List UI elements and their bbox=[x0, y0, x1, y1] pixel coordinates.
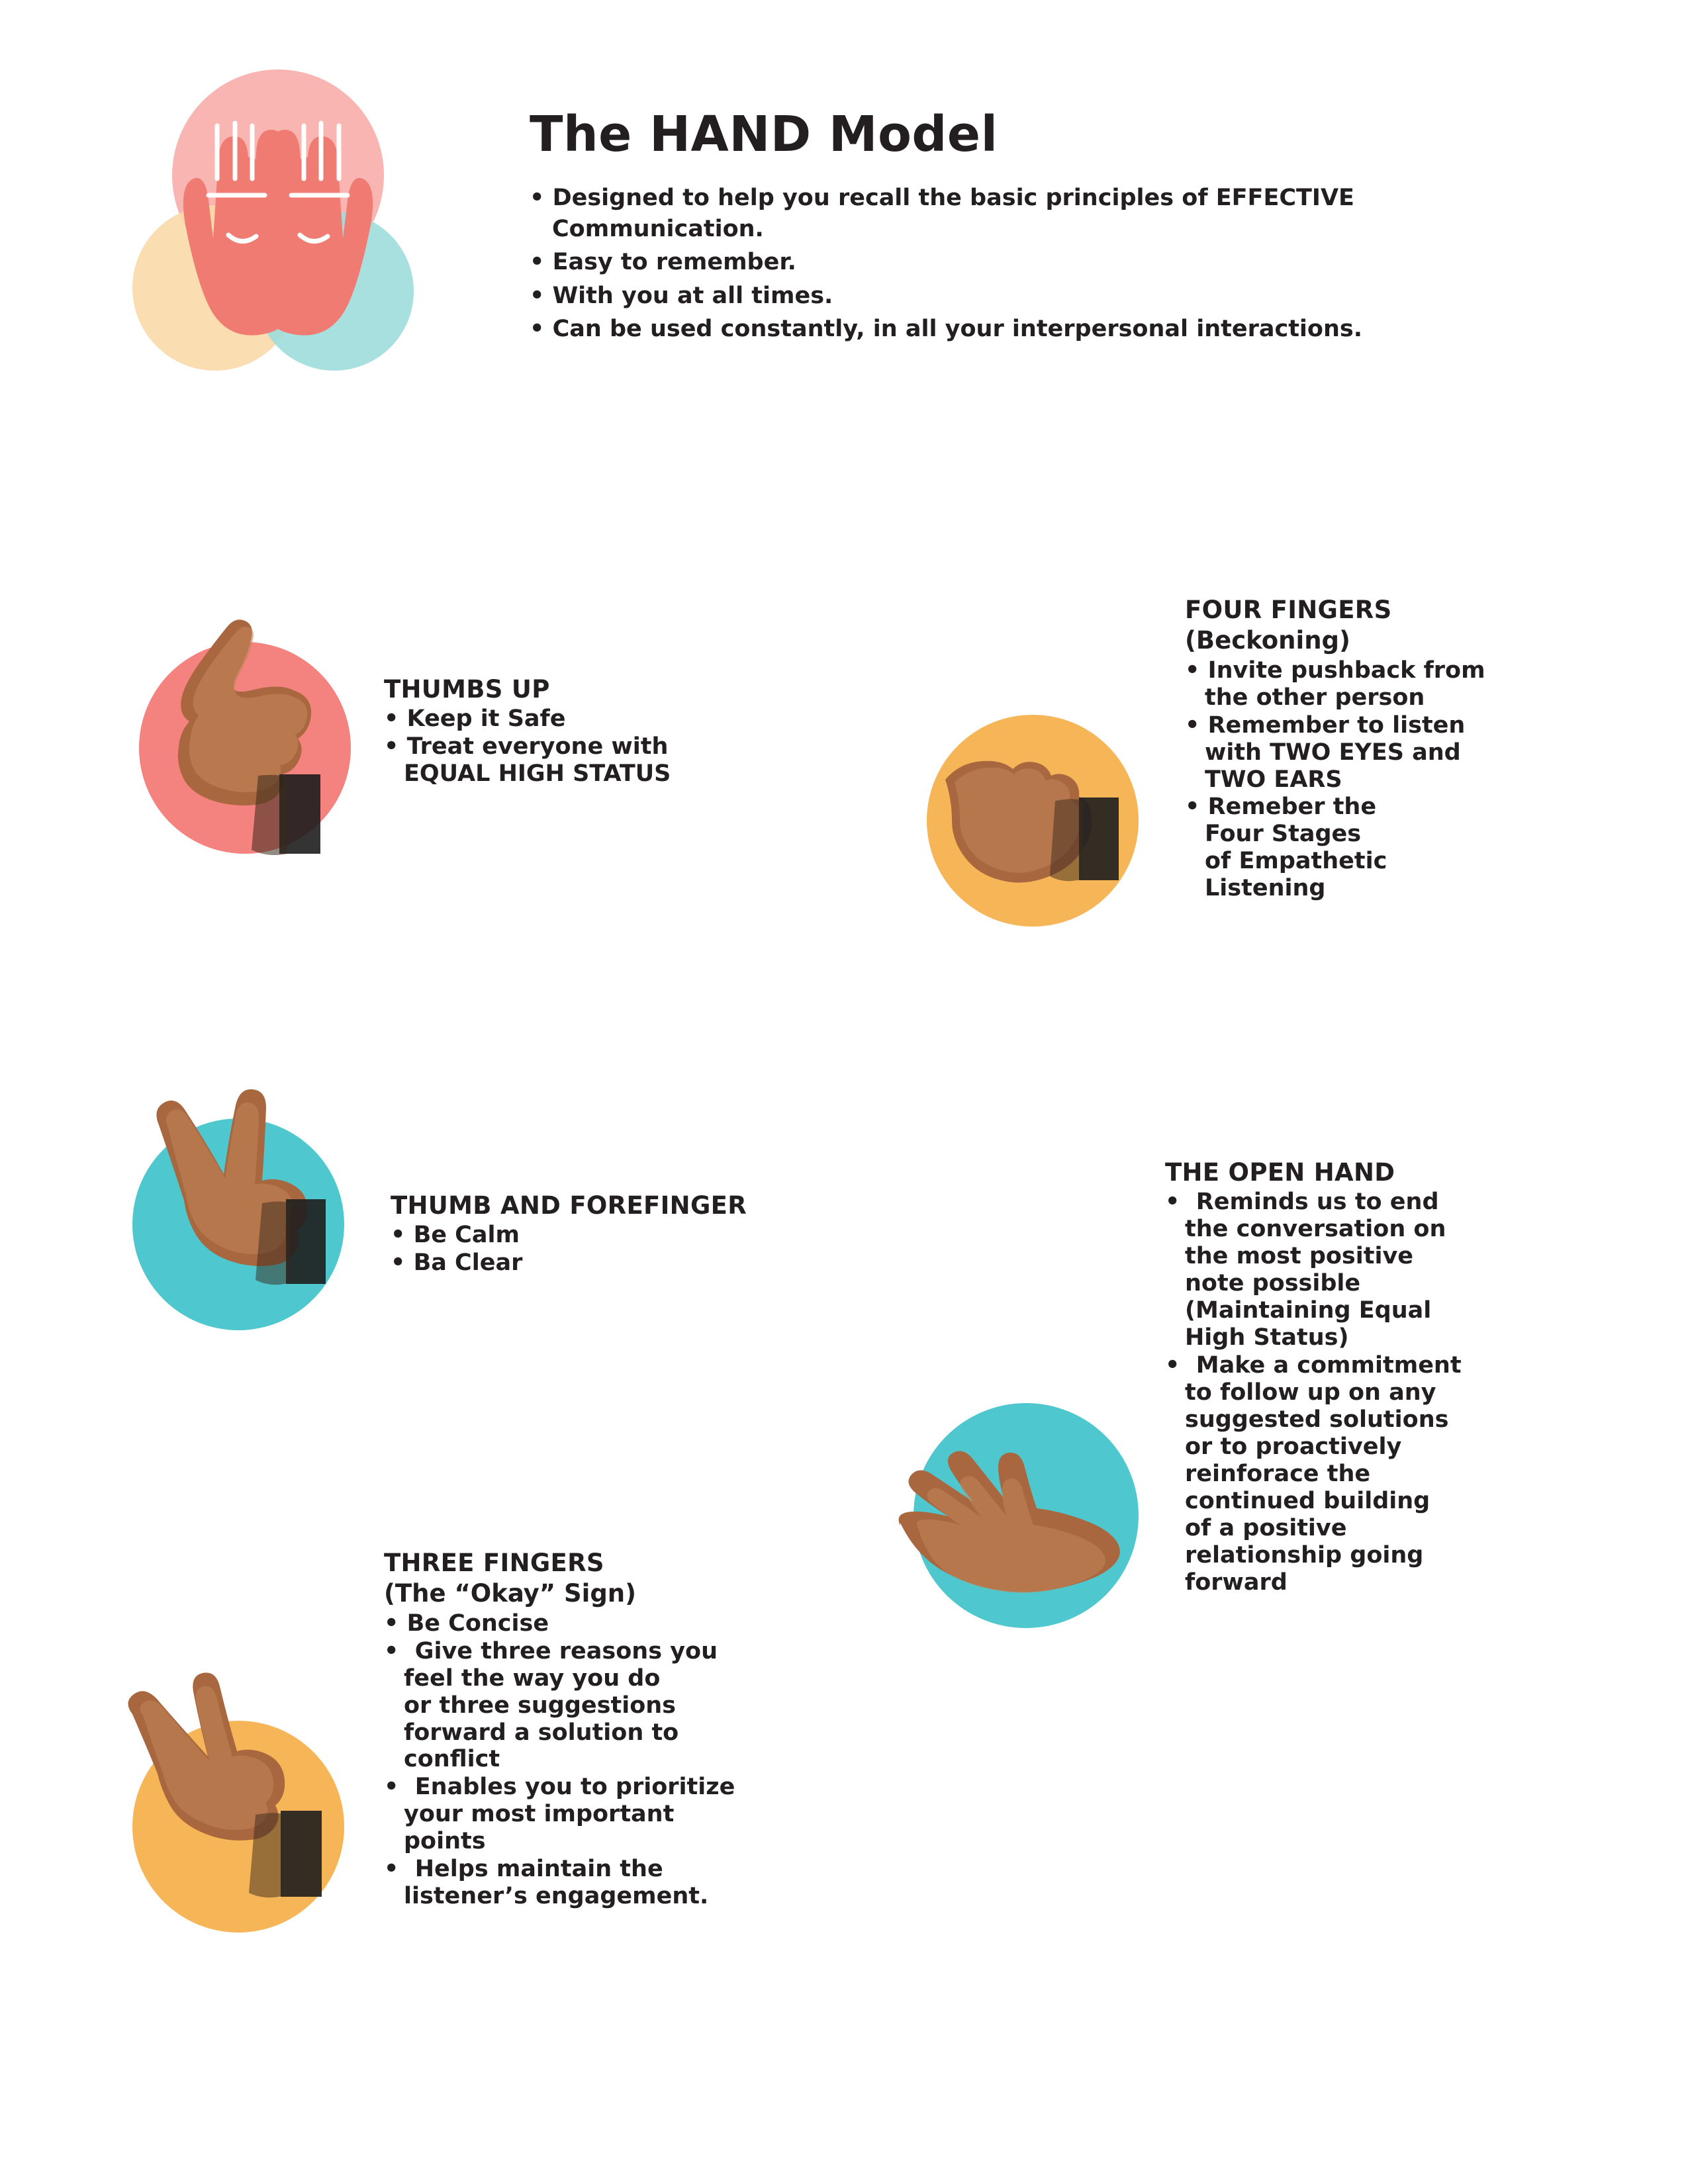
section-subtitle: (Beckoning) bbox=[1185, 626, 1350, 655]
bullet-item: • Invite pushback from the other person bbox=[1185, 657, 1675, 711]
thumbs-up-hand-icon bbox=[126, 609, 357, 847]
bullet-item: • Keep it Safe bbox=[384, 705, 821, 733]
intro-bullet: • Designed to help you recall the basic principles of EFFECTIVE Communication. bbox=[530, 183, 1562, 244]
section-title: THE OPEN HAND bbox=[1165, 1158, 1395, 1187]
two-open-hands-icon bbox=[122, 60, 434, 417]
bullet-item: • Be Concise bbox=[384, 1610, 894, 1637]
thumb-and-forefinger-text bbox=[391, 1191, 894, 1277]
section-title: THUMB AND FOREFINGER bbox=[391, 1191, 747, 1220]
the-open-hand-text bbox=[1165, 1158, 1688, 1596]
section-title: FOUR FINGERS bbox=[1185, 596, 1392, 624]
bullet-item: • Reminds us to end the conversation on the most positive note possible (Maintaining Equal High Status) bbox=[1165, 1189, 1688, 1351]
four-fingers-text bbox=[1185, 596, 1675, 903]
thumbs-up-text bbox=[384, 675, 821, 788]
section-bullets bbox=[391, 1222, 894, 1277]
open-hand-icon bbox=[887, 1390, 1145, 1641]
three-fingers-okay-sign-hand-icon bbox=[113, 1641, 357, 1952]
intro-bullet-list bbox=[530, 183, 1562, 345]
section-bullets bbox=[1165, 1189, 1688, 1596]
bullet-item: • Be Calm bbox=[391, 1222, 894, 1249]
thumb-and-forefinger-hand-icon bbox=[119, 1079, 364, 1330]
header-text-block bbox=[530, 106, 1562, 347]
bullet-item: • Helps maintain the listener’s engagement. bbox=[384, 1856, 894, 1910]
three-fingers-text bbox=[384, 1549, 894, 1911]
section-title: THREE FINGERS bbox=[384, 1549, 604, 1577]
section-title: THUMBS UP bbox=[384, 675, 550, 704]
intro-bullet: • Easy to remember. bbox=[530, 247, 1562, 278]
page-title: The HAND Model bbox=[530, 106, 998, 163]
bullet-item: • Give three reasons you feel the way you do or three suggestions forward a solution to conflict bbox=[384, 1638, 894, 1774]
bullet-item: • Treat everyone with EQUAL HIGH STATUS bbox=[384, 733, 821, 788]
section-bullets bbox=[384, 705, 821, 788]
intro-bullet: • With you at all times. bbox=[530, 281, 1562, 312]
intro-bullet: • Can be used constantly, in all your interpersonal interactions. bbox=[530, 314, 1562, 345]
bullet-item: • Enables you to prioritize your most important points bbox=[384, 1774, 894, 1855]
section-subtitle: (The “Okay” Sign) bbox=[384, 1579, 637, 1608]
section-bullets bbox=[384, 1610, 894, 1910]
four-fingers-beckoning-hand-icon bbox=[914, 702, 1158, 940]
bullet-item: • Ba Clear bbox=[391, 1250, 894, 1277]
bullet-item: • Remember to listen with TWO EYES and TWO EARS bbox=[1185, 712, 1675, 794]
bullet-item: • Make a commitment to follow up on any suggested solutions or to proactively reinforace the continued building of a positive relationship going forward bbox=[1165, 1352, 1688, 1596]
header bbox=[0, 0, 1688, 490]
section-bullets bbox=[1185, 657, 1675, 902]
bullet-item: • Remeber the Four Stages of Empathetic Listening bbox=[1185, 794, 1675, 902]
